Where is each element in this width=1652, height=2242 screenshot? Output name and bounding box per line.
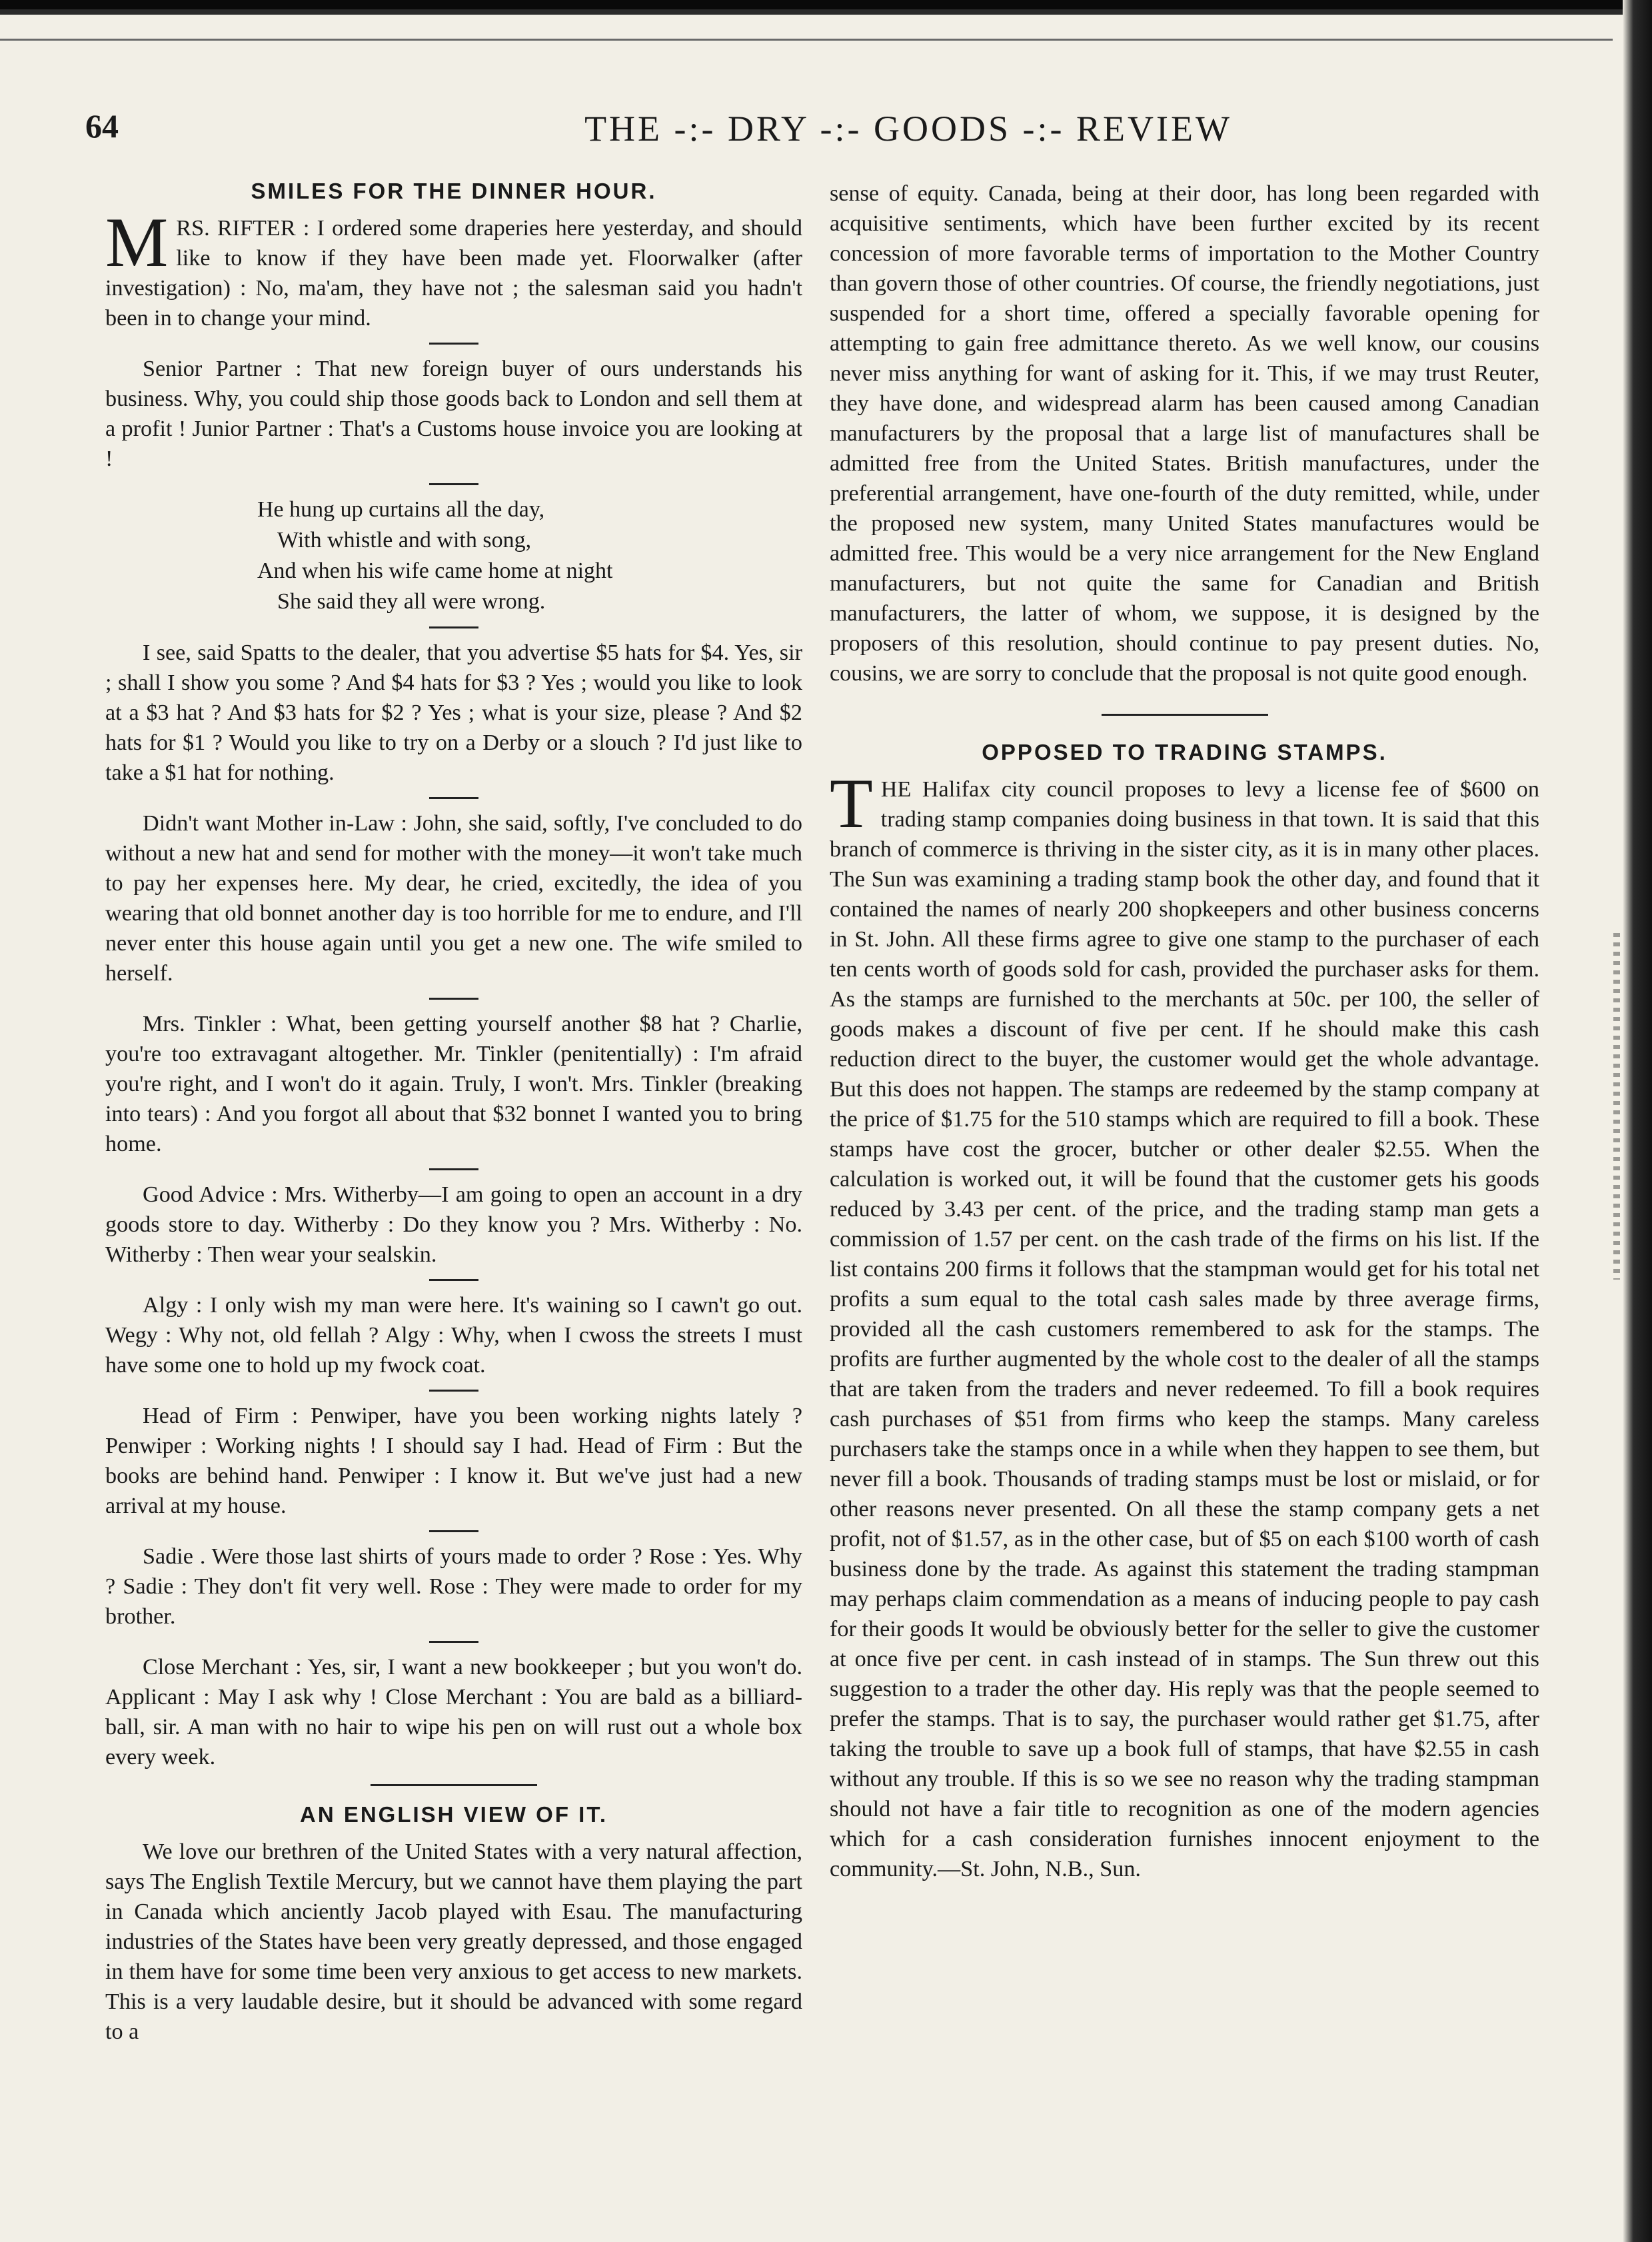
drop-cap: M	[105, 203, 169, 281]
joke-paragraph: I see, said Spatts to the dealer, that you advertise $5 hats for $4. Yes, sir ; shall I show you some ? And $4 hats for $3 ? Yes ; would you like to look at a $3 hat ? And $3 hats for $2 ? Yes ; what is your size, please ? And $2 hats for $1 ? Would you like to try on a Derby or a slouch ? I'd just like to take a $1 hat for nothing.	[105, 640, 802, 785]
joke-paragraph: Sadie . Were those last shirts of yours made to order ? Rose : Yes. Why ? Sadie : They don't fit very well. Rose : They were made to order for my brother.	[105, 1544, 802, 1629]
divider	[429, 1390, 478, 1392]
divider	[429, 1641, 478, 1643]
scan-artifact	[1613, 933, 1620, 1280]
joke-paragraph: Algy : I only wish my man were here. It's waining so I cawn't go out. Wegy : Why not, old fellah ? Algy : Why, when I cwoss the streets I must have some one to hold up my fwock coat.	[105, 1293, 802, 1378]
joke-paragraph: Didn't want Mother in-Law : John, she said, softly, I've concluded to do without a new hat and send for mother with the money—it won't take much to pay her expenses here. My dear, he cried, excitedly, the idea of you wearing that old bonnet another day is too horrible for me to endure, and I'll never enter this house again until you get a new one. The wife smiled to herself.	[105, 811, 802, 986]
section-divider	[1102, 714, 1268, 716]
section-divider	[371, 1784, 537, 1786]
page-number: 64	[85, 107, 119, 145]
divider	[429, 343, 478, 345]
trading-stamps-text: HE Halifax city council proposes to levy a license fee of $600 on trading stamp companies doing business in that town. It is said that this branch of commerce is thriving in the sister city, as it is in many other places. The Sun was examining a trading stamp book the other day, and found that it contained the names of nearly 200 shopkeepers and other business concerns in St. John. All these firms agree to give one stamp to the purchaser of each ten cents worth of goods sold for cash, provided the purchaser asks for them. As the stamps are furnished to the merchants at 50c. per 100, the seller of goods makes a discount of five per cent. If he should make this cash reduction direct to the buyer, the customer would get the whole advantage. But this does not happen. The stamps are redeemed by the stamp company at the price of $1.75 for the 510 stamps which are required to fill a book. These stamps have cost the grocer, butcher or other dealer $2.55. When the calculation is worked out, it will be found that the customer gets his goods reduced by 3.43 per cent. of the price, and the trading stamp man gets a commission of 1.57 per cent. on the cash trade of the firms on his list. If the list contains 200 firms it follows that the stampman would get for his total net profits a sum equal to the total cash sales made by three average firms, provided all the cash customers remembered to ask for the stamps. The profits are further augmented by the whole cost to the dealer of all the stamps that are taken from the traders and never redeemed. To fill a book requires cash purchases of $51 from firms who keep the stamps. Many careless purchasers take the stamps once in a while when they happen to see them, but never fill a book. Thousands of trading stamps must be lost or mislaid, or for other reasons never presented. On all these the stamp company gets a net profit, not of $1.57, as in the other case, but of $5 on each $100 worth of cash business done by the trade. As against this statement the trading stampman may perhaps claim commendation as a means of inducing people to pay cash for their goods It would be obviously better for the seller to give the customer at once five per cent. in cash instead of in stamps. The Sun threw out this suggestion to a trader the other day. His reply was that the people seemed to prefer the stamps. That is to say, the purchaser would rather get $1.75, after taking the trouble to save up a book full of stamps, that have $2.55 in cash without any trouble. If this is so we see no reason why the trading stampman should not have a fair title to recognition as one of the modern agencies which for a cash consideration furnishes innocent enjoyment to the community.—St. John, N.B., Sun.	[830, 777, 1539, 1881]
section-title-smiles: SMILES FOR THE DINNER HOUR.	[251, 179, 657, 203]
smiles-first-paragraph	[105, 203, 802, 333]
joke-paragraph: Mrs. Tinkler : What, been getting yourself another $8 hat ? Charlie, you're too extravagant altogether. Mr. Tinkler (penitentially) : I'm afraid you're right, and I won't do it again. Truly, I won't. Mrs. Tinkler (breaking into tears) : And you forgot all about that $32 bonnet I wanted you to bring home.	[105, 1012, 802, 1156]
joke-paragraph: Head of Firm : Penwiper, have you been working nights lately ? Penwiper : Working nights ! I should say I had. Head of Firm : But the books are behind hand. Penwiper : I know it. But we've just had a new arrival at my house.	[105, 1404, 802, 1518]
english-view-continued: sense of equity. Canada, being at their door, has long been regarded with acquisitive sentiments, which have been further excited by its recent concession of more favorable terms of importation to the Mother Country than govern those of other countries. Of course, the friendly negotiations, just suspended for a short time, offered a specially favorable opening for attempting to gain free admittance thereto. As we well know, our cousins never miss anything for want of asking for it. This, if we may trust Reuter, they have done, and widespread alarm has been caused among Canadian manufacturers by the proposal that a large list of manufactures shall be admitted free from the United States. British manufactures, under the preferential arrangement, have one-fourth of the duty remitted, while, under the proposed new system, many United States manufactures would be admitted free. This would be a very nice arrangement for the New England manufacturers, but not quite the same for Canadian and British manufacturers, the latter of whom, we suppose, it is designed by the proposers of this resolution, should continue to pay present duties. No, cousins, we are sorry to conclude that the proposal is not quite good enough.	[830, 181, 1539, 686]
scan-rule	[0, 39, 1613, 41]
divider	[429, 1168, 478, 1170]
poem	[257, 495, 802, 617]
divider	[429, 1530, 478, 1532]
english-view-paragraph: We love our brethren of the United States with a very natural affection, says The English Textile Mercury, but we cannot have them playing the part in Canada which anciently Jacob played with Esau. The manufacturing industries of the States have been very greatly depressed, and those engaged in them have for some time been very anxious to get access to new markets. This is a very laudable desire, but it should be advanced with some regard to a	[105, 1839, 802, 2044]
divider	[429, 1279, 478, 1281]
joke-paragraph: Good Advice : Mrs. Witherby—I am going to open an account in a dry goods store to day. Witherby : Do they know you ? Mrs. Witherby : No. Witherby : Then wear your sealskin.	[105, 1182, 802, 1267]
poem-line: With whistle and with song,	[277, 528, 532, 553]
drop-cap: T	[830, 764, 873, 842]
page-header	[85, 107, 1611, 167]
smiles-first-text: RS. RIFTER : I ordered some draperies here yesterday, and should like to know if they have been made yet. Floorwalker (after investigation) : No, ma'am, they have not ; the salesman said you hadn't been in to change your mind.	[105, 216, 802, 331]
trading-stamps-body	[830, 764, 1539, 1884]
joke-paragraph: Senior Partner : That new foreign buyer of ours understands his business. Why, you could ship those goods back to London and sell them at a profit ! Junior Partner : That's a Customs house invoice you are looking at !	[105, 357, 802, 471]
divider	[429, 626, 478, 628]
divider	[429, 483, 478, 485]
poem-line: She said they all were wrong.	[277, 589, 546, 614]
right-column	[830, 179, 1539, 1884]
scan-binding-edge	[1623, 0, 1652, 2242]
divider	[429, 797, 478, 799]
left-column	[105, 179, 802, 2047]
section-title-english-view: AN ENGLISH VIEW OF IT.	[299, 1802, 608, 1827]
scan-top-edge	[0, 0, 1652, 23]
poem-line: He hung up curtains all the day,	[257, 497, 545, 522]
running-head: THE -:- DRY -:- GOODS -:- REVIEW	[584, 109, 1232, 149]
joke-paragraph: Close Merchant : Yes, sir, I want a new bookkeeper ; but you won't do. Applicant : May I ask why ! Close Merchant : You are bald as a billiard-ball, sir. A man with no hair to wipe his pen on will rust out a whole box every week.	[105, 1655, 802, 1769]
poem-line: And when his wife came home at night	[257, 559, 613, 583]
divider	[429, 998, 478, 1000]
section-title-trading-stamps: OPPOSED TO TRADING STAMPS.	[982, 740, 1387, 764]
